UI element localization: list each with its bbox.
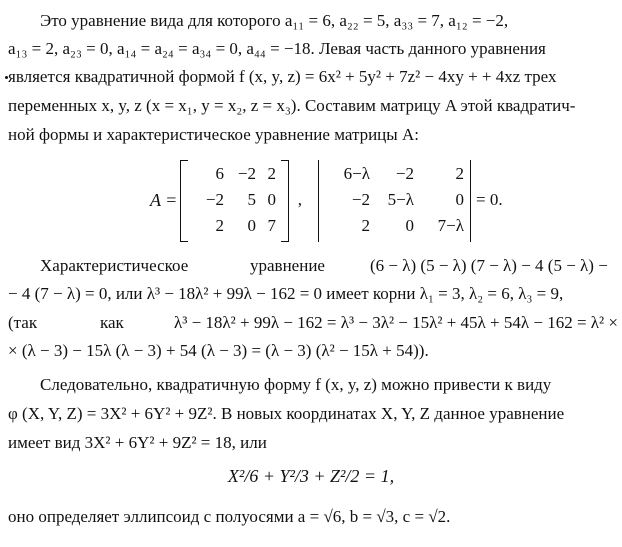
matrix-comma: ,: [297, 190, 302, 209]
determinant-cell: 7−λ: [437, 216, 464, 235]
text-segment: Характеристическое: [40, 256, 189, 275]
paragraph-line: a₁₃ = 2, a₂₃ = 0, a₁₄ = a₂₄ = a₃₄ = 0, a₄₄ = −18. Левая часть данного уравнения: [8, 39, 546, 58]
determinant-cell: 5−λ: [387, 190, 414, 209]
text-segment: (так: [8, 313, 38, 332]
char-eq-line-2: − 4 (7 − λ) = 0, или λ³ − 18λ² + 99λ − 162 = 0 имеет корни λ₁ = 3, λ₂ = 6, λ₃ = 9,: [8, 284, 564, 303]
matrix-cell: −2: [237, 164, 256, 183]
matrix-cell: −2: [205, 190, 224, 209]
matrix-cell: 6: [215, 164, 224, 183]
ellipsoid-equation: X²/6 + Y²/3 + Z²/2 = 1,: [227, 466, 395, 486]
matrix-label: A =: [150, 190, 178, 210]
matrix-cell: 2: [215, 216, 224, 235]
matrix-cell: 2: [267, 164, 276, 183]
char-eq-line-4: × (λ − 3) − 15λ (λ − 3) + 54 (λ − 3) = (λ − 3) (λ² − 15λ + 54)).: [8, 341, 429, 360]
determinant-cell: −2: [351, 190, 370, 209]
final-line: оно определяет эллипсоид с полуосями a = √6, b = √3, c = √2.: [8, 507, 451, 526]
matrix-cell: 7: [267, 216, 276, 235]
matrix-equation: [0, 158, 622, 244]
determinant-cell: 0: [405, 216, 414, 235]
determinant-cell: 2: [455, 164, 464, 183]
paragraph-line: Это уравнение вида для которого a₁₁ = 6, a₂₂ = 5, a₃₃ = 7, a₁₂ = −2,: [40, 11, 509, 30]
left-bracket: [180, 160, 188, 242]
conclusion-line: имеет вид 3X² + 6Y² + 9Z² = 18, или: [8, 433, 267, 452]
equals-zero: = 0.: [476, 190, 503, 209]
text-segment: как: [100, 313, 124, 332]
paragraph-line: переменных x, y, z (x = x₁, y = x₂, z = x₃). Составим матрицу A этой квадратич-: [8, 96, 576, 115]
math-segment: λ³ − 18λ² + 99λ − 162 = λ³ − 3λ² − 15λ² + 45λ + 54λ − 162 = λ² ×: [174, 313, 618, 332]
conclusion-line: φ (X, Y, Z) = 3X² + 6Y² + 9Z². В новых координатах X, Y, Z данное уравнение: [8, 404, 565, 423]
text-segment: уравнение: [250, 256, 325, 275]
char-eq-line-1: [40, 256, 614, 276]
determinant-left-bar: [318, 160, 319, 242]
conclusion-line: Следовательно, квадратичную форму f (x, y, z) можно привести к виду: [40, 375, 552, 394]
paragraph-line: является квадратичной формой f (x, y, z) = 6x² + 5y² + 7z² − 4xy + + 4xz трех: [8, 67, 557, 86]
determinant-cell: −2: [395, 164, 414, 183]
determinant-cell: 2: [361, 216, 370, 235]
matrix-cell: 0: [267, 190, 276, 209]
matrix-cell: 5: [247, 190, 256, 209]
matrix-cell: 0: [247, 216, 256, 235]
determinant-cell: 0: [455, 190, 464, 209]
determinant-cell: 6−λ: [343, 164, 370, 183]
char-eq-line-3: [8, 313, 618, 333]
determinant-right-bar: [470, 160, 471, 242]
math-segment: (6 − λ) (5 − λ) (7 − λ) − 4 (5 − λ) −: [370, 256, 608, 275]
paragraph-line: ной формы и характеристическое уравнение матрицы A:: [8, 125, 419, 144]
right-bracket: [281, 160, 289, 242]
